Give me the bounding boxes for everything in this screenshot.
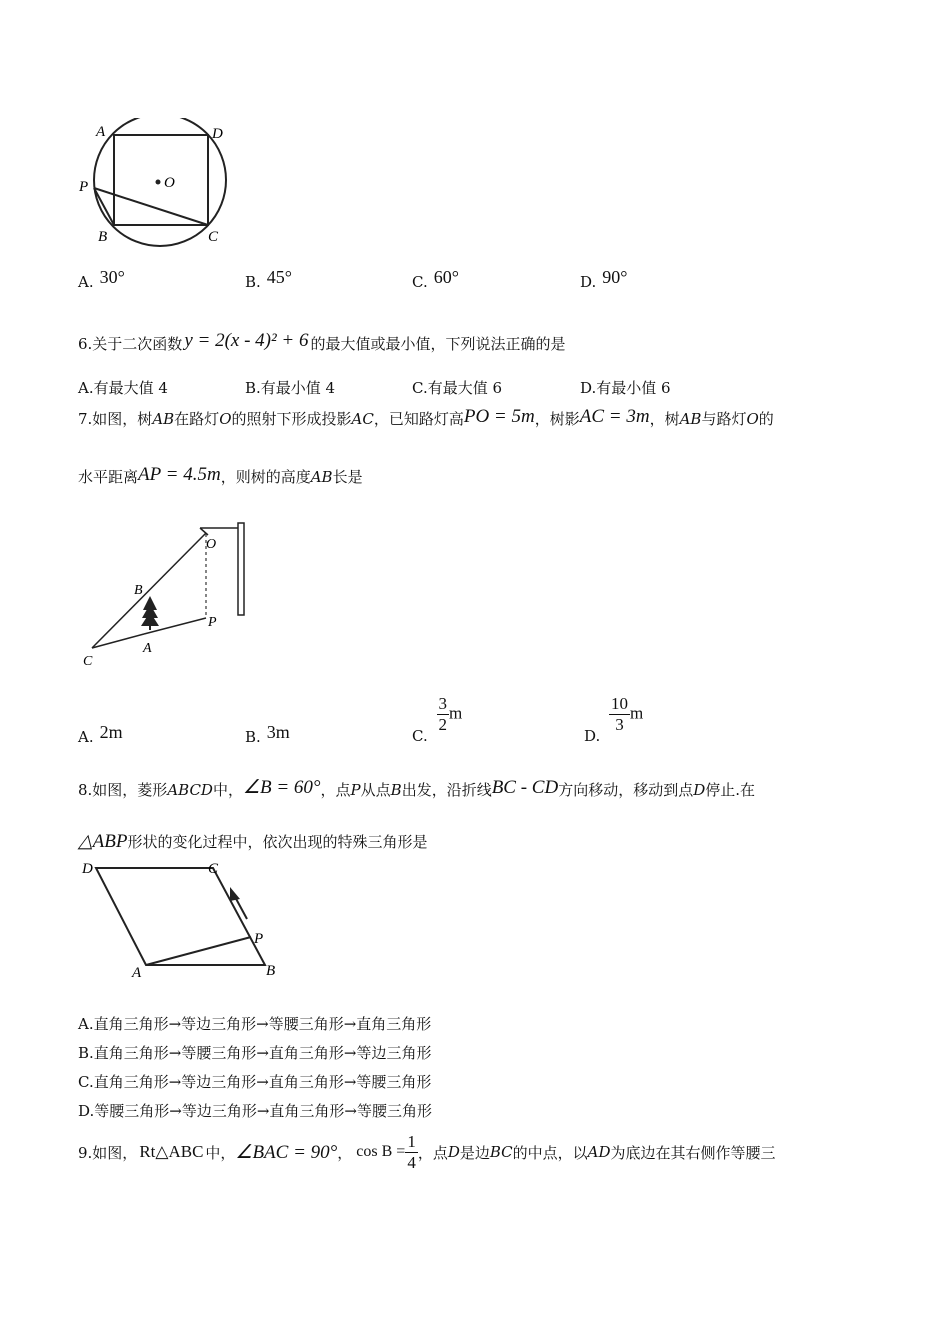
- q7-option-c: C. $\frac{3}{2}$ m: [412, 694, 463, 745]
- center-o: [156, 180, 161, 185]
- label-p: P: [208, 615, 217, 630]
- q5-option-d: D. 90°: [580, 267, 628, 291]
- q9-stem-line1: 9.如图， Rt△ABC 中， ∠BAC = 90° ， cos B = $\frac{1}{4}$ ，点 D 是边 BC 的中点，以 AD 为底边在其右侧作等腰三: [78, 1131, 776, 1172]
- q8-figure: [80, 855, 300, 985]
- q6-option-a: A.有最大值 4: [78, 379, 168, 397]
- q7-option-d: D. $\frac{10}{3}$ m: [584, 694, 644, 745]
- label-p: P: [254, 931, 264, 947]
- q8-option-c: C.直角三角形→等边三角形→直角三角形→等腰三角形: [78, 1073, 432, 1091]
- lamp-post: [238, 523, 244, 615]
- q6-option-d: D.有最小值 6: [580, 379, 671, 397]
- q7-option-a: A. 2m: [78, 722, 123, 746]
- label-d: D: [82, 861, 93, 877]
- q5-figure: [76, 118, 246, 253]
- q7-stem-line1: 7.如图，树AB在路灯O的照射下形成投影AC，已知路灯高PO = 5m，树影AC = 3m，树AB与路灯O的: [78, 406, 774, 428]
- ray-co: [92, 533, 206, 648]
- q7-stem-line2: 水平距离AP = 4.5m，则树的高度AB长是: [78, 464, 363, 486]
- label-o: O: [164, 175, 175, 191]
- label-c: C: [208, 229, 219, 245]
- tree-icon: [141, 596, 159, 630]
- q5-option-c: C. 60°: [412, 267, 459, 291]
- square-abcd: [114, 135, 208, 225]
- label-b: B: [98, 229, 108, 245]
- label-a: A: [96, 124, 106, 140]
- q6-option-b: B.有最小值 4: [245, 379, 336, 397]
- q6-stem: 6.关于二次函数 y = 2(x - 4)² + 6 的最大值或最小值，下列说法正确的是: [78, 330, 566, 353]
- q8-stem-line1: 8.如图，菱形ABCD中，∠B = 60°，点P从点B出发，沿折线BC - CD方向移动，移动到点D停止.在: [78, 777, 756, 799]
- label-d: D: [212, 126, 223, 142]
- q8-option-d: D.等腰三角形→等边三角形→直角三角形→等腰三角形: [78, 1102, 432, 1120]
- label-p: P: [79, 179, 89, 195]
- q5-option-b: B. 45°: [245, 267, 292, 291]
- label-b: B: [134, 583, 143, 598]
- label-a: A: [143, 641, 152, 656]
- q8-option-b: B.直角三角形→等腰三角形→直角三角形→等边三角形: [78, 1044, 432, 1062]
- q5-option-a: A. 30°: [78, 267, 125, 291]
- label-c: C: [83, 654, 93, 669]
- q6-option-c: C.有最大值 6: [412, 379, 503, 397]
- label-b: B: [266, 963, 276, 979]
- q8-stem-line2: △ABP形状的变化过程中，依次出现的特殊三角形是: [78, 831, 428, 852]
- label-o: O: [206, 537, 217, 552]
- q8-option-a: A.直角三角形→等边三角形→等腰三角形→直角三角形: [78, 1015, 432, 1033]
- label-a: A: [132, 965, 142, 981]
- q7-figure: [80, 518, 260, 673]
- segment-ap: [146, 937, 251, 965]
- rhombus-abcd: [96, 868, 265, 965]
- q7-option-b: B. 3m: [245, 722, 290, 746]
- label-c: C: [208, 861, 219, 877]
